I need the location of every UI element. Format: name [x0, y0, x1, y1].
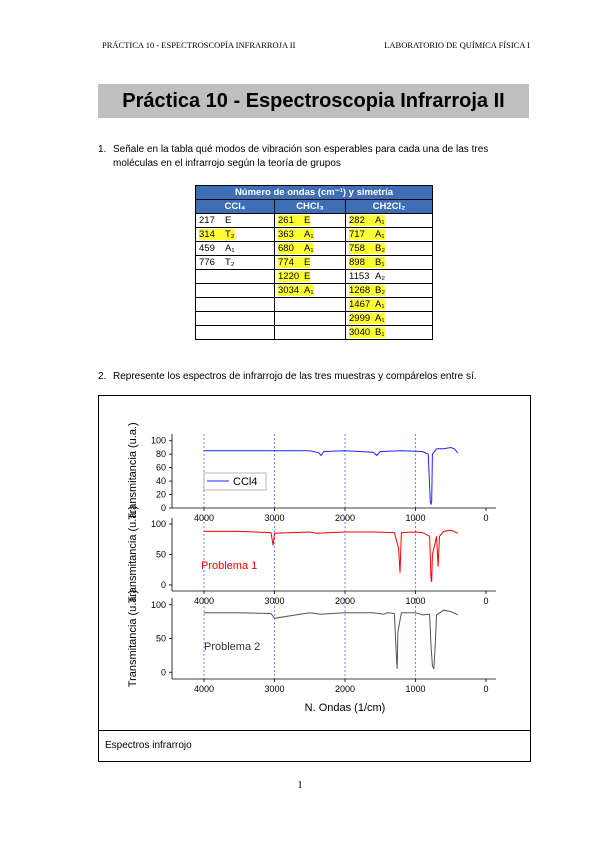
wavenumber-value: 3034 — [278, 285, 300, 296]
x-tick-label: 3000 — [264, 684, 285, 694]
table-row — [196, 242, 433, 256]
symmetry-label: A₁ — [375, 313, 385, 324]
symmetry-label: T₂ — [225, 257, 235, 268]
legend-label: Problema 1 — [201, 560, 258, 572]
table-cell — [346, 312, 433, 326]
question-2-number: 2. — [98, 371, 107, 382]
symmetry-label: A₂ — [375, 271, 386, 282]
wavenumber-value: 1467 — [349, 299, 371, 310]
y-tick-label: 100 — [150, 599, 166, 610]
x-tick-label: 4000 — [193, 596, 215, 606]
x-tick-label: 1000 — [405, 684, 426, 694]
table-cell — [196, 242, 275, 256]
table-cell — [346, 298, 433, 312]
wavenumber-value: 314 — [199, 229, 215, 240]
table-cell — [275, 256, 346, 270]
spectrum-line-1 — [204, 530, 458, 582]
wavenumber-value: 282 — [349, 215, 365, 226]
question-1-line-2: moléculas en el infrarrojo según la teoría de grupos — [113, 158, 341, 169]
title-box — [98, 84, 529, 118]
wavenumber-value: 1268 — [349, 285, 371, 296]
symmetry-label: B₂ — [375, 243, 386, 254]
y-tick-label: 40 — [155, 476, 166, 487]
header-left: PRÁCTICA 10 - ESPECTROSCOPÍA INFRARROJA II — [102, 40, 296, 50]
question-1-number: 1. — [98, 144, 107, 155]
wavenumber-value: 217 — [199, 215, 215, 226]
legend-label: CCl4 — [233, 476, 258, 488]
ir-spectra-chart — [99, 396, 530, 729]
table-cell — [196, 312, 275, 326]
symmetry-label: B₂ — [375, 285, 386, 296]
table-row — [196, 326, 433, 340]
column-header-ch2cl2: CH2Cl₂ — [346, 200, 433, 214]
symmetry-label: T₂ — [225, 229, 235, 240]
x-tick-label: 0 — [483, 684, 489, 694]
column-header-chcl3: CHCl₃ — [275, 200, 346, 214]
y-tick-label: 0 — [160, 503, 166, 513]
y-tick-label: 0 — [160, 667, 166, 678]
x-tick-label: 1000 — [405, 513, 426, 523]
y-axis-label: Transmitancia (u.a.) — [127, 422, 139, 520]
table-cell — [346, 256, 433, 270]
question-1-line-1: Señale en la tabla qué modos de vibración son esperables para cada una de las tres — [113, 144, 489, 155]
wavenumber-value: 776 — [199, 257, 215, 268]
table-row — [196, 228, 433, 242]
x-tick-label: 3000 — [264, 596, 285, 606]
header-right: LABORATORIO DE QUÍMICA FÍSICA I — [384, 40, 530, 50]
symmetry-label: A₁ — [375, 229, 385, 240]
table-row — [196, 214, 433, 228]
table-cell — [196, 270, 275, 284]
page-title: Práctica 10 - Espectroscopia Infrarroja II — [122, 89, 505, 112]
figure-caption: Espectros infrarrojo — [99, 730, 530, 761]
x-tick-label: 2000 — [334, 596, 356, 606]
table-cell — [196, 228, 275, 242]
symmetry-label: A₁ — [304, 229, 314, 240]
x-tick-label: 1000 — [405, 596, 426, 606]
column-header-ccl4: CCl₄ — [196, 200, 275, 214]
table-cell — [275, 228, 346, 242]
table-cell — [196, 256, 275, 270]
table-cell — [275, 214, 346, 228]
symmetry-label: E — [304, 215, 311, 226]
symmetry-label: E — [304, 271, 311, 282]
table-row — [196, 256, 433, 270]
x-tick-label: 3000 — [264, 513, 285, 523]
table-cell — [275, 284, 346, 298]
wavenumber-value: 2999 — [349, 313, 371, 324]
table-cell — [275, 298, 346, 312]
y-tick-label: 50 — [155, 549, 166, 560]
spectrum-line-2 — [204, 610, 458, 669]
x-tick-label: 0 — [483, 513, 489, 523]
wavenumber-value: 717 — [349, 229, 365, 240]
symmetry-label: E — [304, 257, 311, 268]
table-cell — [275, 312, 346, 326]
y-tick-label: 100 — [150, 519, 166, 530]
y-tick-label: 20 — [155, 489, 166, 500]
x-tick-label: 2000 — [334, 684, 356, 694]
y-axis-label: Transmitancia (u.a.) — [127, 505, 139, 604]
y-tick-label: 0 — [160, 579, 166, 590]
y-axis-label: Transmitancia (u.a.) — [127, 589, 139, 688]
table-cell — [346, 270, 433, 284]
table-row — [196, 312, 433, 326]
wavenumber-value: 758 — [349, 243, 365, 254]
x-tick-label: 4000 — [193, 513, 215, 523]
symmetry-label: E — [225, 215, 232, 226]
table-row — [196, 298, 433, 312]
symmetry-label: A₁ — [304, 243, 314, 254]
wavenumber-value: 459 — [199, 243, 215, 254]
table-cell — [196, 214, 275, 228]
wavenumber-value: 261 — [278, 215, 294, 226]
table-cell — [346, 326, 433, 340]
table-cell — [346, 284, 433, 298]
y-tick-label: 100 — [150, 435, 166, 446]
table-cell — [346, 214, 433, 228]
question-2-text: Represente los espectros de infrarrojo de las tres muestras y compárelos entre sí. — [113, 371, 477, 382]
table-row — [196, 284, 433, 298]
x-tick-label: 2000 — [334, 513, 356, 523]
table-cell — [275, 242, 346, 256]
vibration-modes-table — [195, 185, 433, 340]
symmetry-label: A₁ — [375, 215, 385, 226]
symmetry-label: A₁ — [225, 243, 235, 254]
table-header: Número de ondas (cm⁻¹) y simetría — [196, 186, 433, 200]
wavenumber-value: 1220 — [278, 271, 300, 282]
table-cell — [275, 326, 346, 340]
table-cell — [275, 270, 346, 284]
symmetry-label: B₁ — [375, 327, 385, 338]
symmetry-label: A₁ — [375, 299, 385, 310]
page-header — [102, 40, 530, 54]
wavenumber-value: 898 — [349, 257, 365, 268]
wavenumber-value: 774 — [278, 257, 294, 268]
x-tick-label: 0 — [483, 596, 489, 606]
table-body — [196, 214, 433, 340]
symmetry-label: B₁ — [375, 257, 385, 268]
wavenumber-value: 1153 — [349, 271, 370, 282]
table-row — [196, 270, 433, 284]
table-cell — [346, 228, 433, 242]
figure-box — [98, 395, 531, 762]
wavenumber-value: 3040 — [349, 327, 371, 338]
y-tick-label: 80 — [155, 449, 166, 460]
y-tick-label: 60 — [155, 462, 166, 473]
table-cell — [346, 242, 433, 256]
table-cell — [196, 326, 275, 340]
legend-label: Problema 2 — [204, 641, 261, 653]
x-tick-label: 4000 — [193, 684, 215, 694]
symmetry-label: A₁ — [304, 285, 314, 296]
table-cell — [196, 284, 275, 298]
wavenumber-value: 363 — [278, 229, 294, 240]
table-cell — [196, 298, 275, 312]
wavenumber-value: 680 — [278, 243, 294, 254]
x-axis-label: N. Ondas (1/cm) — [304, 702, 386, 714]
y-tick-label: 50 — [155, 633, 166, 644]
page-number: 1 — [297, 779, 303, 791]
